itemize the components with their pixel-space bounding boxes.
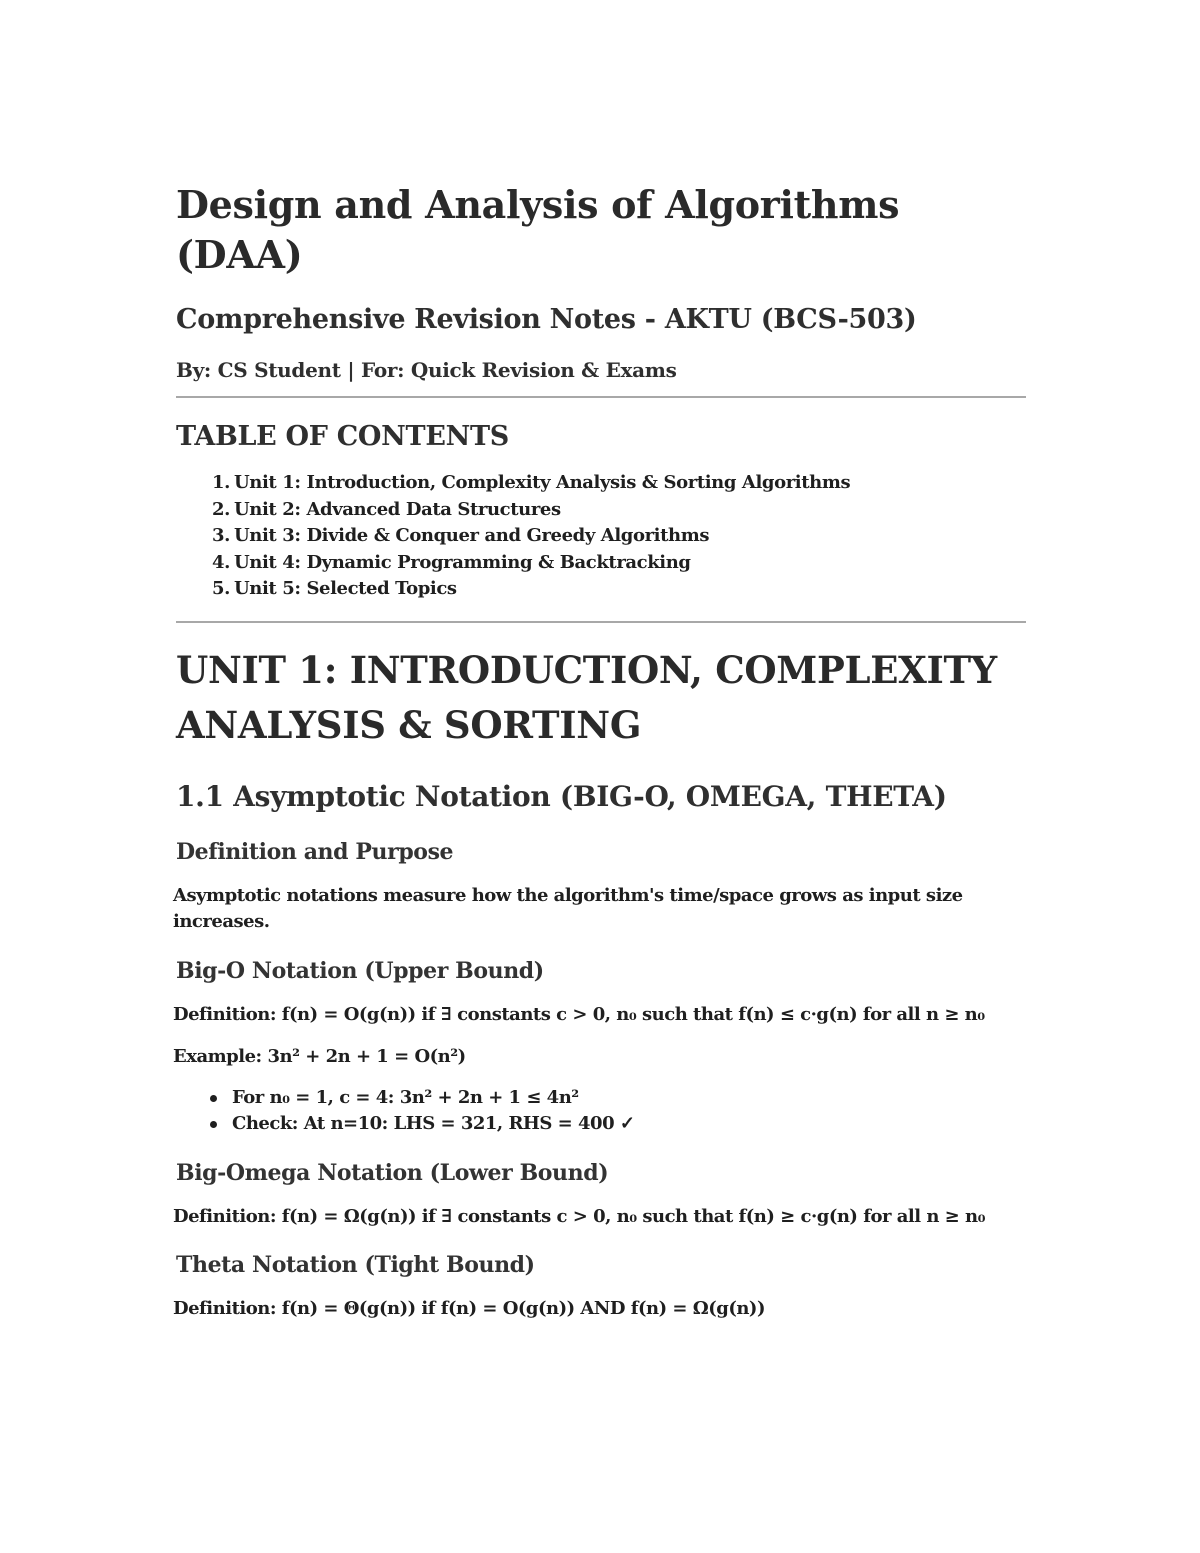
horizontal-divider <box>176 621 1026 623</box>
document-page <box>173 180 1026 1323</box>
definition-purpose-heading: Definition and Purpose <box>176 838 454 865</box>
toc-item-number: 2. <box>212 498 230 520</box>
unit-1-heading-line-2: ANALYSIS & SORTING <box>176 702 642 747</box>
bullet-dot-icon <box>210 1121 217 1128</box>
toc-item-number: 4. <box>212 551 230 573</box>
big-o-heading: Big-O Notation (Upper Bound) <box>176 957 544 984</box>
unit-1-heading <box>176 643 1026 753</box>
document-byline: By: CS Student | For: Quick Revision & Exams <box>176 358 677 382</box>
theta-definition <box>173 1296 1026 1323</box>
toc-item <box>212 576 1026 603</box>
bullet-dot-icon <box>210 1095 217 1102</box>
definition-label: Definition: <box>173 1205 276 1227</box>
big-o-example <box>173 1044 1026 1071</box>
toc-item-label: Unit 5: Selected Topics <box>234 578 457 599</box>
definition-label: Definition: <box>173 1298 276 1319</box>
definition-text: f(n) = Θ(g(n)) if f(n) = O(g(n)) AND f(n) = Ω(g(n)) <box>281 1298 765 1319</box>
theta-heading: Theta Notation (Tight Bound) <box>176 1252 535 1278</box>
big-o-definition <box>173 1002 1026 1029</box>
bullet-text: For n₀ = 1, c = 4: 3n² + 2n + 1 ≤ 4n² <box>232 1086 579 1108</box>
toc-item <box>212 497 1026 524</box>
toc-heading: TABLE OF CONTENTS <box>176 421 509 452</box>
big-omega-heading: Big-Omega Notation (Lower Bound) <box>176 1159 609 1186</box>
example-label: Example: <box>173 1046 262 1067</box>
toc-item <box>212 523 1026 550</box>
toc-item-label: Unit 4: Dynamic Programming & Backtracking <box>234 551 691 573</box>
toc-item-number: 1. <box>212 472 230 493</box>
bullet-item <box>232 1111 1026 1138</box>
toc-item-label: Unit 3: Divide & Conquer and Greedy Algorithms <box>234 525 710 546</box>
definition-purpose-text: Asymptotic notations measure how the algorithm's time/space grows as input size increases. <box>173 884 963 932</box>
toc-list <box>176 470 1026 603</box>
toc-item <box>212 550 1026 577</box>
big-o-bullet-list <box>176 1085 1026 1138</box>
bullet-item <box>232 1085 1026 1112</box>
example-text: 3n² + 2n + 1 = O(n²) <box>267 1046 466 1067</box>
toc-item-label: Unit 2: Advanced Data Structures <box>234 498 561 520</box>
definition-text: f(n) = O(g(n)) if ∃ constants c > 0, n₀ such that f(n) ≤ c·g(n) for all n ≥ n₀ <box>281 1003 985 1025</box>
unit-1-heading-line-1: UNIT 1: INTRODUCTION, COMPLEXITY <box>176 647 997 692</box>
toc-item-number: 3. <box>212 525 230 546</box>
toc-item <box>212 470 1026 497</box>
document-title: Design and Analysis of Algorithms (DAA) <box>176 182 900 277</box>
horizontal-divider <box>176 396 1026 398</box>
big-omega-definition <box>173 1204 1026 1231</box>
definition-text: f(n) = Ω(g(n)) if ∃ constants c > 0, n₀ such that f(n) ≥ c·g(n) for all n ≥ n₀ <box>281 1205 985 1227</box>
toc-item-number: 5. <box>212 578 230 599</box>
bullet-text: Check: At n=10: LHS = 321, RHS = 400 ✓ <box>232 1113 635 1134</box>
document-subtitle: Comprehensive Revision Notes - AKTU (BCS-503) <box>176 304 917 335</box>
toc-item-label: Unit 1: Introduction, Complexity Analysis & Sorting Algorithms <box>234 472 851 493</box>
definition-label: Definition: <box>173 1003 276 1025</box>
section-1-1-heading: 1.1 Asymptotic Notation (BIG-O, OMEGA, THETA) <box>176 779 947 813</box>
